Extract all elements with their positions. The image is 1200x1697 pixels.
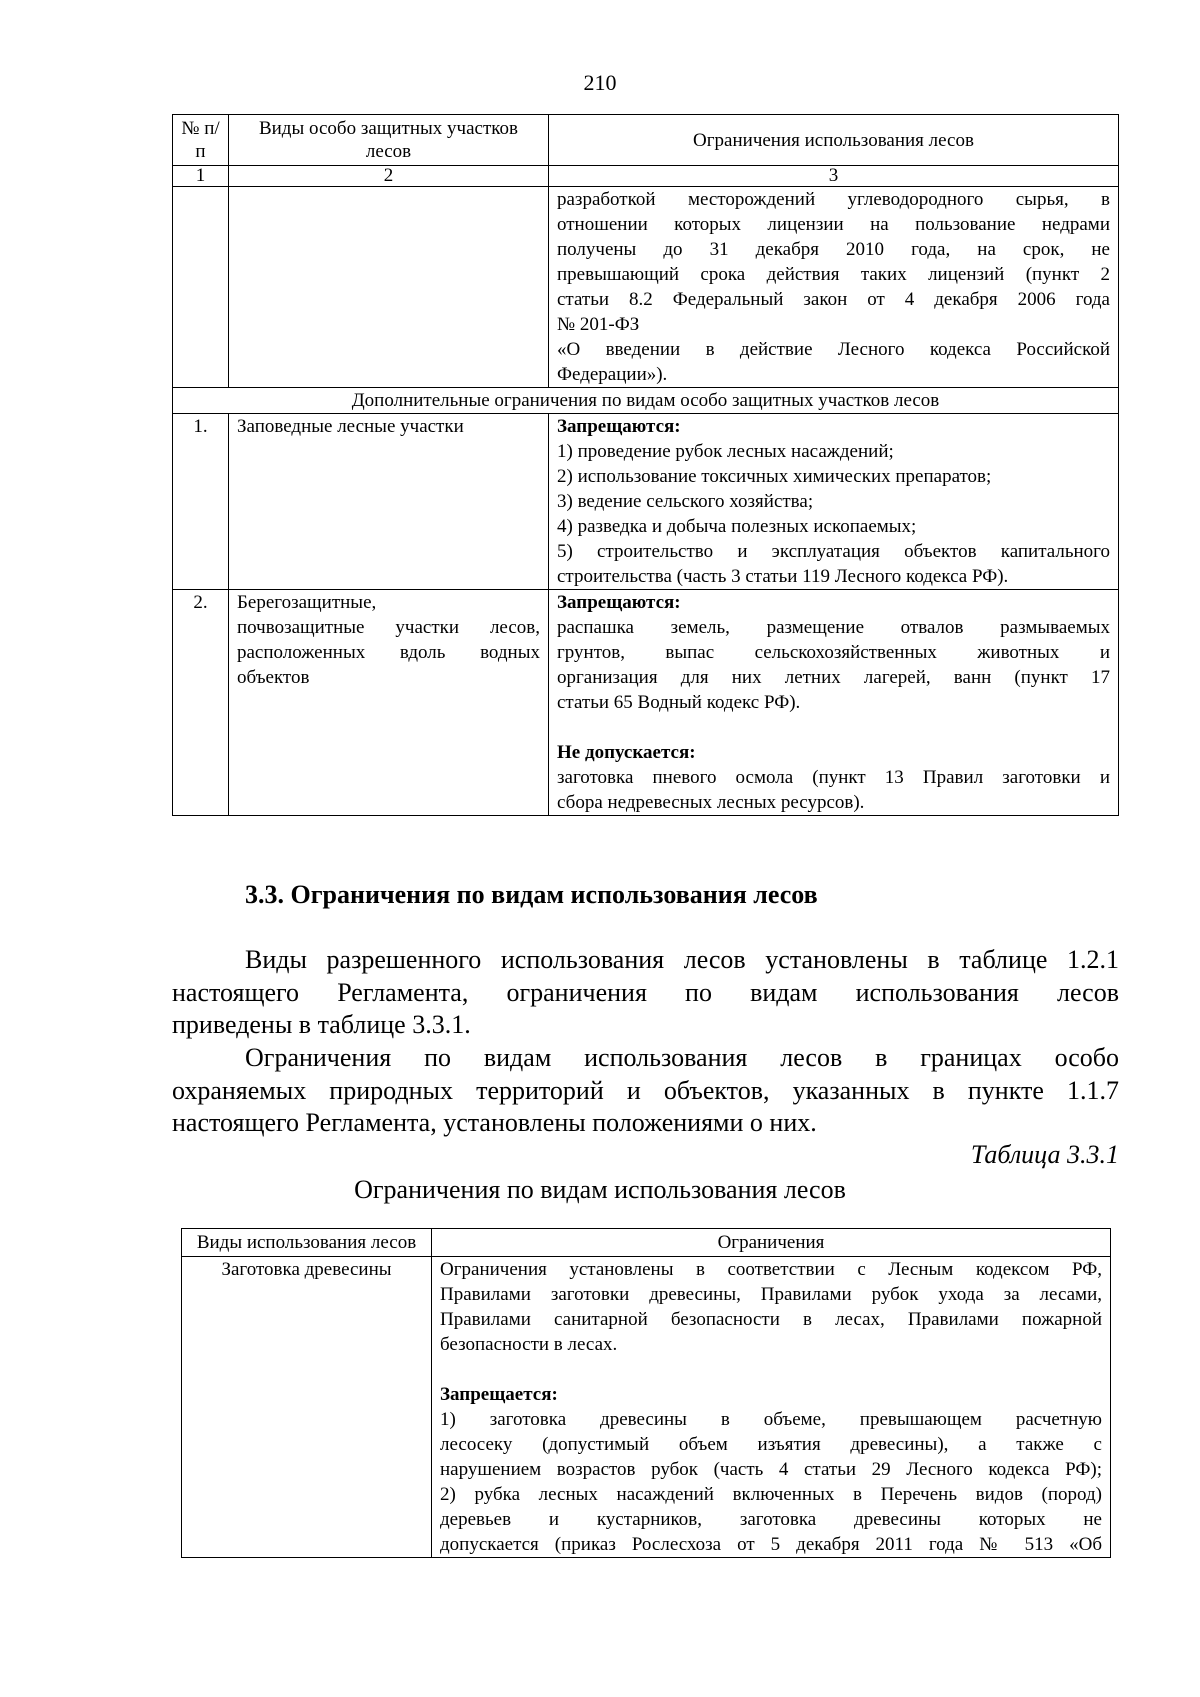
restriction-item: 1) проведение рубок лесных насаждений;	[557, 441, 894, 462]
text-line: грунтов, выпас сельскохозяйственных животных и	[557, 642, 1110, 663]
restriction-item: строительства (часть 3 статьи 119 Лесного кодекса РФ).	[557, 566, 1009, 587]
section-row-label: Дополнительные ограничения по видам особо защитных участков лесов	[173, 388, 1119, 414]
restriction-heading: Не допускается:	[557, 742, 696, 763]
text-line: организация для них летних лагерей, ванн (пункт 17	[557, 667, 1110, 688]
table-label: Таблица 3.3.1	[970, 1140, 1119, 1169]
restriction-item: нарушением возрастов рубок (часть 4 статьи 29 Лесного кодекса РФ);	[440, 1459, 1102, 1480]
text-line: Виды разрешенного использования лесов установлены в таблице 1.2.1	[245, 945, 1119, 974]
text-line: статьи 65 Водный кодекс РФ).	[557, 692, 801, 713]
column-number: 1	[173, 166, 229, 187]
text-line: Ограничения по видам использования лесов в границах особо	[245, 1043, 1119, 1072]
continuation-text	[549, 187, 1119, 388]
restrictions-cell	[432, 1257, 1111, 1558]
text-line: Федерации»).	[557, 364, 668, 385]
empty-cell	[229, 187, 549, 388]
text-line: Правилами санитарной безопасности в лесах, Правилами пожарной	[440, 1309, 1102, 1330]
restriction-item: допускается (приказ Рослесхоза от 5 декабря 2011 года № 513 «Об	[440, 1534, 1102, 1555]
table-row	[173, 414, 1119, 590]
restriction-item: 2) рубка лесных насаждений включенных в Перечень видов (пород)	[440, 1484, 1102, 1505]
text-line: Берегозащитные,	[237, 592, 377, 613]
text-line: приведены в таблице 3.3.1.	[172, 1010, 471, 1039]
restriction-item: 1) заготовка древесины в объеме, превышающем расчетную	[440, 1409, 1102, 1430]
text-line: «О введении в действие Лесного кодекса Российской	[557, 339, 1110, 360]
row-number: 2.	[173, 590, 229, 816]
row-number: 1.	[173, 414, 229, 590]
text-line: объектов	[237, 667, 310, 688]
restriction-item: 3) ведение сельского хозяйства;	[557, 491, 814, 512]
restriction-item: деревьев и кустарников, заготовка древесины которых не	[440, 1509, 1102, 1530]
column-number: 3	[549, 166, 1119, 187]
header-type: Виды использования лесов	[182, 1229, 432, 1257]
use-type: Заготовка древесины	[182, 1257, 432, 1558]
text-line: распашка земель, размещение отвалов размываемых	[557, 617, 1110, 638]
paragraph	[172, 944, 1119, 1042]
restrictions-cell	[549, 590, 1119, 816]
restriction-heading: Запрещаются:	[557, 416, 681, 437]
text-line: почвозащитные участки лесов,	[237, 617, 540, 638]
area-type: Заповедные лесные участки	[229, 414, 549, 590]
restriction-item: лесосеку (допустимый объем изъятия древесины), а также с	[440, 1434, 1102, 1455]
table-row	[173, 590, 1119, 816]
text-line: сбора недревесных лесных ресурсов).	[557, 792, 865, 813]
column-numbers-row	[173, 166, 1119, 187]
text-line: расположенных вдоль водных	[237, 642, 540, 663]
column-number: 2	[229, 166, 549, 187]
area-type	[229, 590, 549, 816]
restriction-item: 5) строительство и эксплуатация объектов капитального	[557, 541, 1110, 562]
text-line: разработкой месторождений углеводородного сырья, в	[557, 189, 1110, 210]
spacer	[557, 715, 1110, 740]
text-line: настоящего Регламента, ограничения по видам использования лесов	[172, 977, 1119, 1007]
text-line: безопасности в лесах.	[440, 1334, 618, 1355]
empty-cell	[173, 187, 229, 388]
table-caption: Ограничения по видам использования лесов	[354, 1175, 846, 1204]
forest-use-restrictions-table	[181, 1228, 1111, 1558]
text-line: получены до 31 декабря 2010 года, на срок, не	[557, 239, 1110, 260]
header-num: № п/п	[173, 115, 229, 166]
paragraph	[172, 1042, 1119, 1140]
table-header-row	[182, 1229, 1111, 1257]
restriction-item: 4) разведка и добыча полезных ископаемых;	[557, 516, 917, 537]
section-title: 3.3. Ограничения по видам использования лесов	[245, 880, 818, 909]
text-line: Правилами заготовки древесины, Правилами рубок ухода за лесами,	[440, 1284, 1102, 1305]
section-row	[173, 388, 1119, 414]
header-limits: Ограничения использования лесов	[549, 115, 1119, 166]
protective-areas-table	[172, 114, 1119, 816]
restriction-heading: Запрещаются:	[557, 592, 681, 613]
text-line: заготовка пневого осмола (пункт 13 Правил заготовки и	[557, 767, 1110, 788]
table-row	[173, 187, 1119, 388]
header-limits: Ограничения	[432, 1229, 1111, 1257]
spacer	[440, 1357, 1102, 1382]
text-line: № 201-ФЗ	[557, 314, 640, 335]
text-line: статьи 8.2 Федеральный закон от 4 декабря 2006 года	[557, 289, 1110, 310]
restrictions-cell	[549, 414, 1119, 590]
page-number: 210	[583, 70, 617, 95]
table-row	[182, 1257, 1111, 1558]
table-header-row	[173, 115, 1119, 166]
text-line: отношении которых лицензии на пользование недрами	[557, 214, 1110, 235]
text-line: Ограничения установлены в соответствии с Лесным кодексом РФ,	[440, 1259, 1102, 1280]
text-line: превышающий срока действия таких лицензий (пункт 2	[557, 264, 1110, 285]
restriction-heading: Запрещается:	[440, 1384, 558, 1405]
restriction-item: 2) использование токсичных химических препаратов;	[557, 466, 992, 487]
header-type: Виды особо защитных участков лесов	[229, 115, 549, 166]
text-line: охраняемых природных территорий и объектов, указанных в пункте 1.1.7	[172, 1075, 1119, 1105]
text-line: настоящего Регламента, установлены положениями о них.	[172, 1108, 817, 1137]
